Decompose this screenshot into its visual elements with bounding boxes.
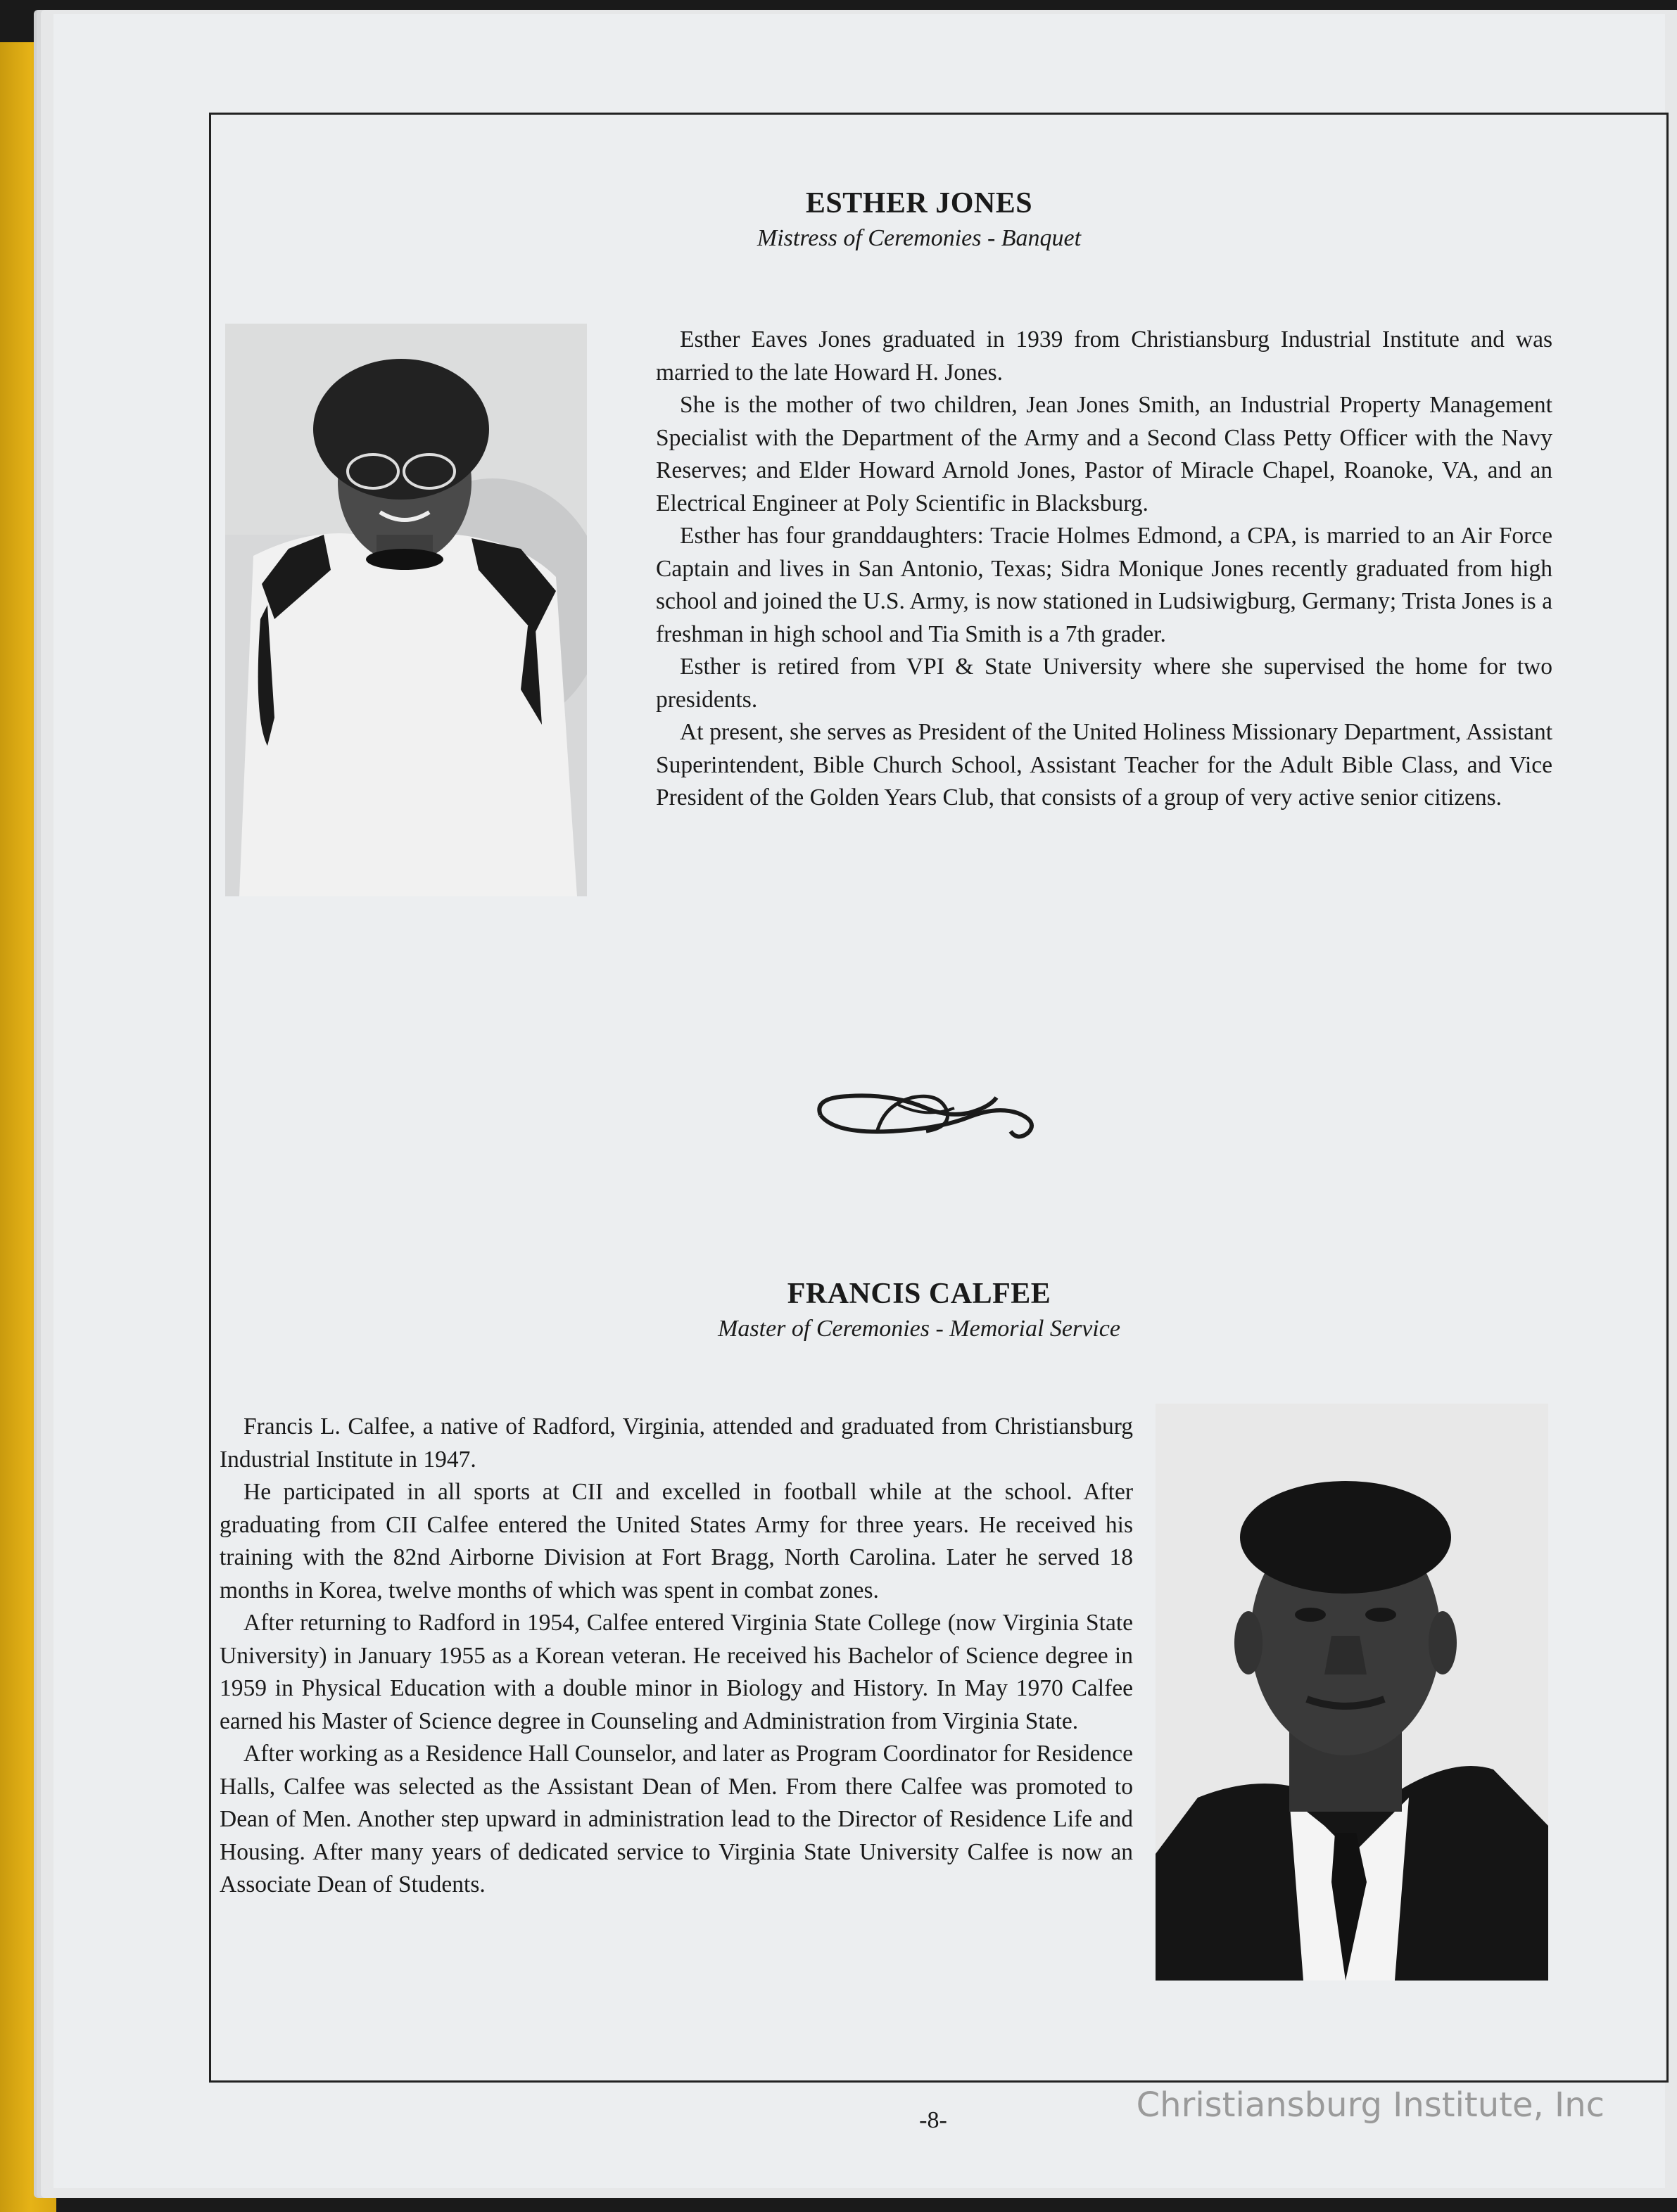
- watermark-text: Christiansburg Institute, Inc: [1136, 2085, 1605, 2125]
- esther-portrait-photo: [225, 324, 587, 896]
- francis-bio-paragraph: Francis L. Calfee, a native of Radford, Virginia, attended and graduated from Christiansburg Industrial Institute in 1947.: [220, 1413, 1133, 1473]
- esther-bio-paragraph: Esther Eaves Jones graduated in 1939 from Christiansburg Industrial Institute and was married to the late Howard H. Jones.: [656, 326, 1552, 386]
- francis-biography: [220, 1411, 1133, 1902]
- esther-name: ESTHER JONES: [805, 187, 1033, 220]
- decorative-flourish-icon: [806, 1076, 1053, 1147]
- document-page: [53, 14, 1665, 2188]
- francis-bio-paragraph: After returning to Radford in 1954, Calfee entered Virginia State College (now Virginia State University) in January 1955 as a Korean veteran. He received his Bachelor of Science degree in 1959 in Physical Education with a double minor in Biology and History. In May 1970 Calfee earned his Master of Science degree in Counseling and Administration from Virginia State.: [220, 1610, 1133, 1734]
- esther-bio-paragraph: At present, she serves as President of the United Holiness Missionary Department, Assistant Superintendent, Bible Church School, Assistant Teacher for the Adult Bible Class, and Vice President of the Golden Years Club, that consists of a group of very active senior citizens.: [656, 719, 1552, 811]
- esther-biography: [656, 324, 1552, 815]
- francis-role: Master of Ceremonies - Memorial Service: [718, 1316, 1120, 1342]
- esther-bio-paragraph: Esther has four granddaughters: Tracie Holmes Edmond, a CPA, is married to an Air Force Captain and lives in San Antonio, Texas; Sidra Monique Jones recently graduated from high school and joined the U.S. Army, is now stationed in Ludsiwigburg, Germany; Trista Jones is a freshman in high school and Tia Smith is a 7th grader.: [656, 523, 1552, 647]
- esther-bio-paragraph: Esther is retired from VPI & State University where she supervised the home for two presidents.: [656, 654, 1552, 713]
- francis-bio-paragraph: After working as a Residence Hall Counselor, and later as Program Coordinator for Residence Halls, Calfee was selected as the Assistant Dean of Men. From there Calfee was promoted to Dean of Men. Another step upward in administration lead to the Director of Residence Life and Housing. After many years of dedicated service to Virginia State University Calfee is now an Associate Dean of Students.: [220, 1741, 1133, 1898]
- francis-name: FRANCIS CALFEE: [787, 1278, 1051, 1310]
- esther-bio-paragraph: She is the mother of two children, Jean Jones Smith, an Industrial Property Management Specialist with the Department of the Army and a Second Class Petty Officer with the Navy Reserves; and Elder Howard Arnold Jones, Pastor of Miracle Chapel, Roanoke, VA, and an Electrical Engineer at Poly Scientific in Blacksburg.: [656, 392, 1552, 516]
- francis-bio-paragraph: He participated in all sports at CII and excelled in football while at the school. After graduating from CII Calfee entered the United States Army for three years. He received his training with the 82nd Airborne Division at Fort Bragg, North Carolina. Later he served 18 months in Korea, twelve months of which was spent in combat zones.: [220, 1479, 1133, 1603]
- francis-portrait-photo: [1156, 1404, 1548, 1981]
- esther-role: Mistress of Ceremonies - Banquet: [757, 225, 1082, 251]
- page-number: -8-: [919, 2107, 947, 2133]
